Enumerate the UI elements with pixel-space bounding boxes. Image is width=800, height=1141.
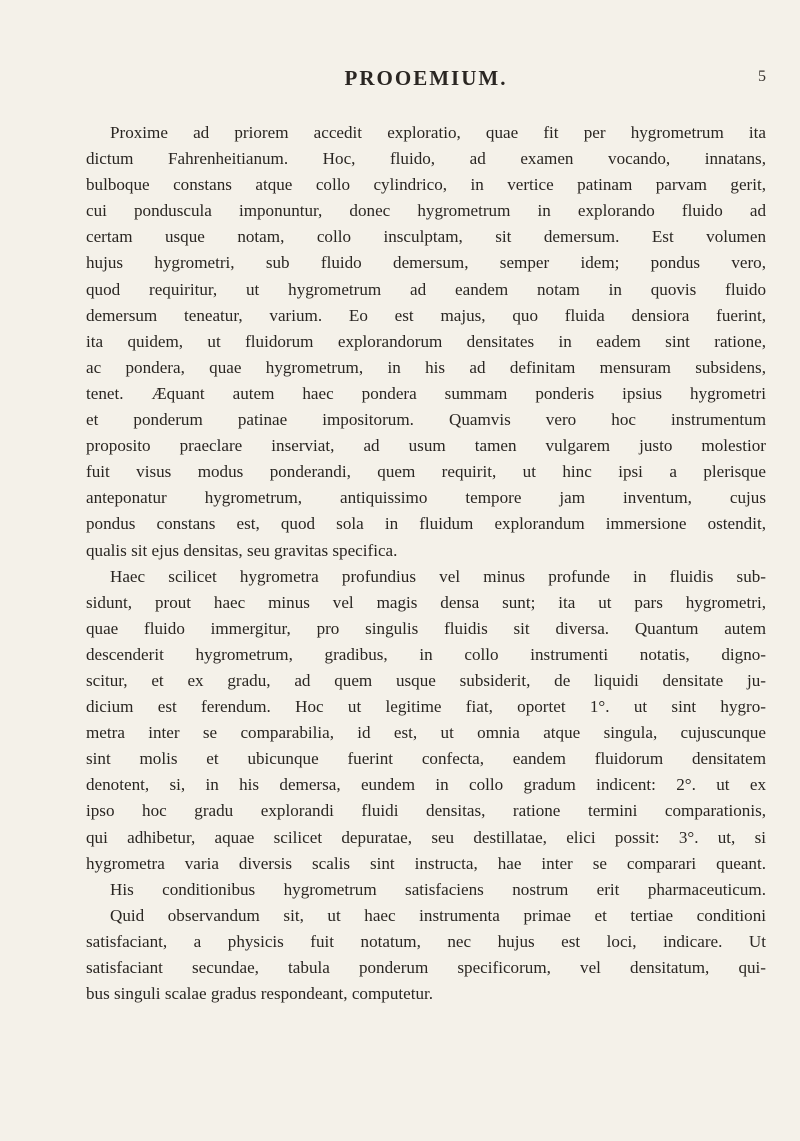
text-line: Proxime ad priorem accedit exploratio, quae fit per hygrometrum ita bbox=[110, 123, 766, 142]
text-line: fuit visus modus ponderandi, quem requirit, ut hinc ipsi a plerisque bbox=[86, 462, 766, 482]
text-line: demersum teneatur, varium. Eo est majus, quo fluida densiora fuerint, bbox=[86, 305, 766, 325]
text-line: tenet. Æquant autem haec pondera summam ponderis ipsius hygrometri bbox=[86, 383, 766, 403]
text-line: sint molis et ubicunque fuerint confecta, eandem fluidorum densitatem bbox=[86, 749, 766, 769]
text-line: cui ponduscula imponuntur, donec hygrometrum in explorando fluido ad bbox=[86, 201, 766, 221]
text-line: satisfaciant secundae, tabula ponderum specificorum, vel densitatum, qui- bbox=[86, 958, 766, 977]
page-number: 5 bbox=[758, 68, 766, 85]
text-line: dictum Fahrenheitianum. Hoc, fluido, ad examen vocando, innatans, bbox=[86, 149, 766, 169]
running-title: PROOEMIUM. bbox=[344, 66, 508, 90]
text-line: dicium est ferendum. Hoc ut legitime fiat, oportet 1°. ut sint hygro- bbox=[86, 697, 766, 717]
text-line: pondus constans est, quod sola in fluidum explorandum immersione ostendit, bbox=[86, 514, 766, 534]
text-line: proposito praeclare inserviat, ad usum tamen vulgarem justo molestior bbox=[86, 436, 766, 456]
text-line: hujus hygrometri, sub fluido demersum, semper idem; pondus vero, bbox=[86, 253, 766, 273]
text-line: et ponderum patinae impositorum. Quamvis vero hoc instrumentum bbox=[86, 410, 766, 430]
text-line: scitur, et ex gradu, ad quem usque subsiderit, de liquidi densitate ju- bbox=[86, 670, 766, 690]
text-line: quod requiritur, ut hygrometrum ad eandem notam in quovis fluido bbox=[86, 279, 766, 299]
text-line: bulboque constans atque collo cylindrico, in vertice patinam parvam gerit, bbox=[86, 175, 766, 195]
text-line: ita quidem, ut fluidorum explorandorum densitates in eadem sint ratione, bbox=[86, 331, 766, 351]
text-line: Quid observandum sit, ut haec instrumenta primae et tertiae conditioni bbox=[110, 905, 766, 925]
text-line: denotent, si, in his demersa, eundem in collo gradum indicent: 2°. ut ex bbox=[86, 775, 766, 795]
text-line: satisfaciant, a physicis fuit notatum, nec hujus est loci, indicare. Ut bbox=[86, 931, 766, 951]
text-line: qui adhibetur, aquae scilicet depuratae, seu destillatae, elici possit: 3°. ut, si bbox=[86, 827, 766, 847]
text-line: Haec scilicet hygrometra profundius vel minus profunde in fluidis sub- bbox=[110, 566, 766, 586]
text-line: ac pondera, quae hygrometrum, in his ad definitam mensuram subsidens, bbox=[86, 357, 766, 377]
text-line: descenderit hygrometrum, gradibus, in collo instrumenti notatis, digno- bbox=[86, 644, 766, 664]
text-line: bus singuli scalae gradus respondeant, computetur. bbox=[86, 984, 434, 1004]
text-line: hygrometra varia diversis scalis sint instructa, hae inter se comparari queant. bbox=[86, 853, 766, 873]
text-line: quae fluido immergitur, pro singulis fluidis sit diversa. Quantum autem bbox=[86, 618, 766, 638]
text-line: sidunt, prout haec minus vel magis densa sunt; ita ut pars hygrometri, bbox=[86, 592, 766, 612]
running-head bbox=[86, 66, 766, 96]
text-line: certam usque notam, collo insculptam, sit demersum. Est volumen bbox=[86, 227, 766, 247]
text-line: qualis sit ejus densitas, seu gravitas specifica. bbox=[86, 540, 398, 560]
text-line: His conditionibus hygrometrum satisfaciens nostrum erit pharmaceuticum. bbox=[110, 879, 766, 899]
text-line: ipso hoc gradu explorandi fluidi densitas, ratione termini comparationis, bbox=[86, 801, 766, 821]
text-line: metra inter se comparabilia, id est, ut omnia atque singula, cujuscunque bbox=[86, 723, 766, 743]
paragraph-1 bbox=[86, 120, 766, 564]
paragraph-2 bbox=[86, 564, 766, 1008]
body-text bbox=[86, 120, 766, 1007]
text-line: anteponatur hygrometrum, antiquissimo tempore jam inventum, cujus bbox=[86, 488, 766, 508]
